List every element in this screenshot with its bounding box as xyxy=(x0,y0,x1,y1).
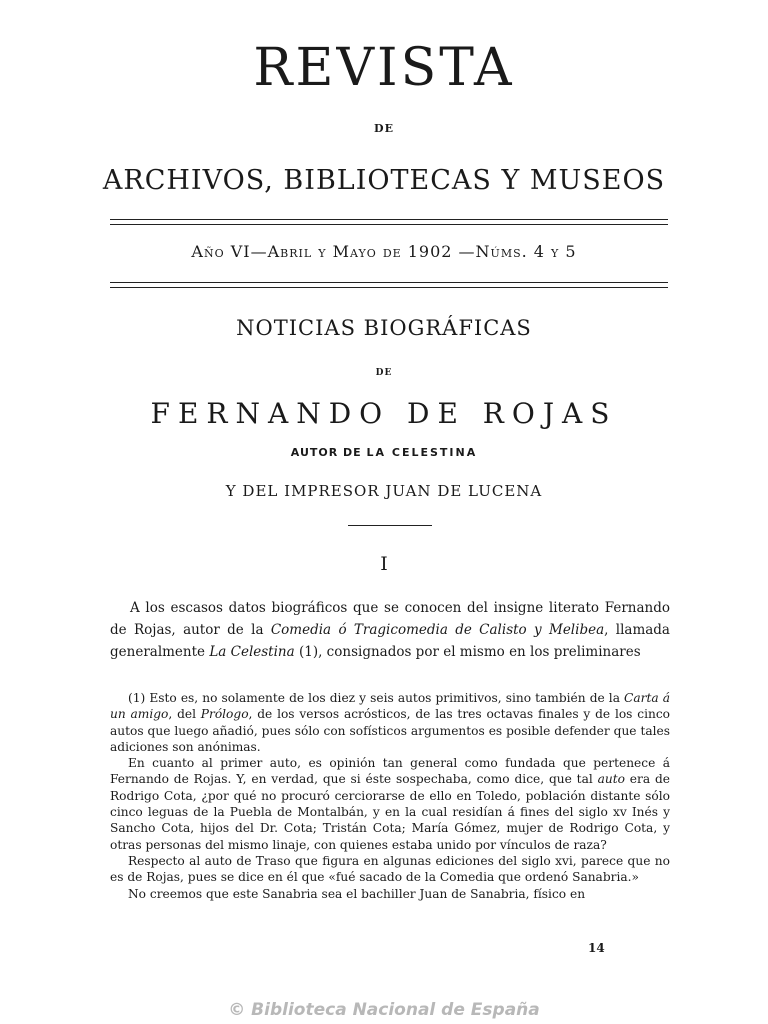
journal-subtitle: ARCHIVOS, BIBLIOTECAS Y MUSEOS xyxy=(102,165,666,196)
body-text-3: (1), consignados por el mismo en los preliminares xyxy=(294,644,641,660)
article-subject-name: FERNANDO DE ROJAS xyxy=(150,397,618,430)
footnote-paragraph-2 xyxy=(110,755,670,853)
fn1-text-c: , del xyxy=(168,707,201,722)
fn2-text-a: En cuanto al primer auto, es opinión tan general como fundada que pertenece á Fernando de Rojas. Y, en verdad, que si éste sospechaba, como dice, que tal xyxy=(110,756,670,787)
body-text-2: , llamada generalmente xyxy=(110,622,670,660)
fn1-text-prologo: Prólogo xyxy=(200,707,249,722)
fn2-text-c: era de Rodrigo Cota, ¿por qué no procuró cerciorarse de ello en Toledo, población distante sólo cinco leguas de la Puebla de Montalbán, y en la cual residían á fines del siglo xv Inés y Sancho Cota, hijos del Dr. Cota; Tristán Cota; María Gómez, mujer de Rodrigo Cota, y otras personas del mismo linaje, con quienes estaba unido por vínculos de raza? xyxy=(110,772,670,852)
section-divider xyxy=(348,525,432,526)
top-double-rule xyxy=(110,219,668,225)
fn1-text-carta: Carta á un amigo xyxy=(110,691,670,722)
author-work: LA CELESTINA xyxy=(366,446,478,459)
issue-line: Año VI—Abril y Mayo de 1902 —Núms. 4 y 5 xyxy=(191,242,577,261)
article-printer-line: Y DEL IMPRESOR JUAN DE LUCENA xyxy=(225,482,543,500)
footnote-paragraph-3: Respecto al auto de Traso que figura en algunas ediciones del siglo xvi, parece que no es de Rojas, pues se dice en él que «fué sacado de la Comedia que ordenó Sanabria.» xyxy=(110,853,670,885)
fn1-text-e: , de los versos acrósticos, de las tres octavas finales y de los cinco autos que luego añadió, pues sólo con sofísticos argumentos es posible defender que tales adiciones son anónimas. xyxy=(110,707,670,754)
section-number: I xyxy=(380,553,388,575)
footnote-paragraph-4: No creemos que este Sanabria sea el bachiller Juan de Sanabria, físico en xyxy=(128,886,586,901)
author-prefix: AUTOR DE xyxy=(290,446,362,459)
body-text-1: A los escasos datos biográficos que se conocen del insigne literato Fernando de Rojas, autor de la xyxy=(110,600,670,638)
page-number: 14 xyxy=(588,941,605,955)
fn2-text-auto: auto xyxy=(597,772,625,787)
library-watermark: © Biblioteca Nacional de España xyxy=(228,1000,540,1020)
journal-title-de: DE xyxy=(374,122,394,135)
journal-title: REVISTA xyxy=(253,38,515,98)
body-text-celestina: La Celestina xyxy=(209,644,295,660)
bottom-double-rule xyxy=(110,282,668,288)
article-title: NOTICIAS BIOGRÁFICAS xyxy=(236,316,532,340)
footnote xyxy=(110,690,670,902)
body-paragraph xyxy=(110,597,670,663)
article-author-line xyxy=(0,446,768,459)
footnote-paragraph-1 xyxy=(110,690,670,755)
fn1-text-a: (1) Esto es, no solamente de los diez y seis autos primitivos, sino también de la xyxy=(128,691,625,705)
article-title-de: DE xyxy=(375,368,393,378)
body-text-work-title: Comedia ó Tragicomedia de Calisto y Melibea xyxy=(270,622,605,638)
